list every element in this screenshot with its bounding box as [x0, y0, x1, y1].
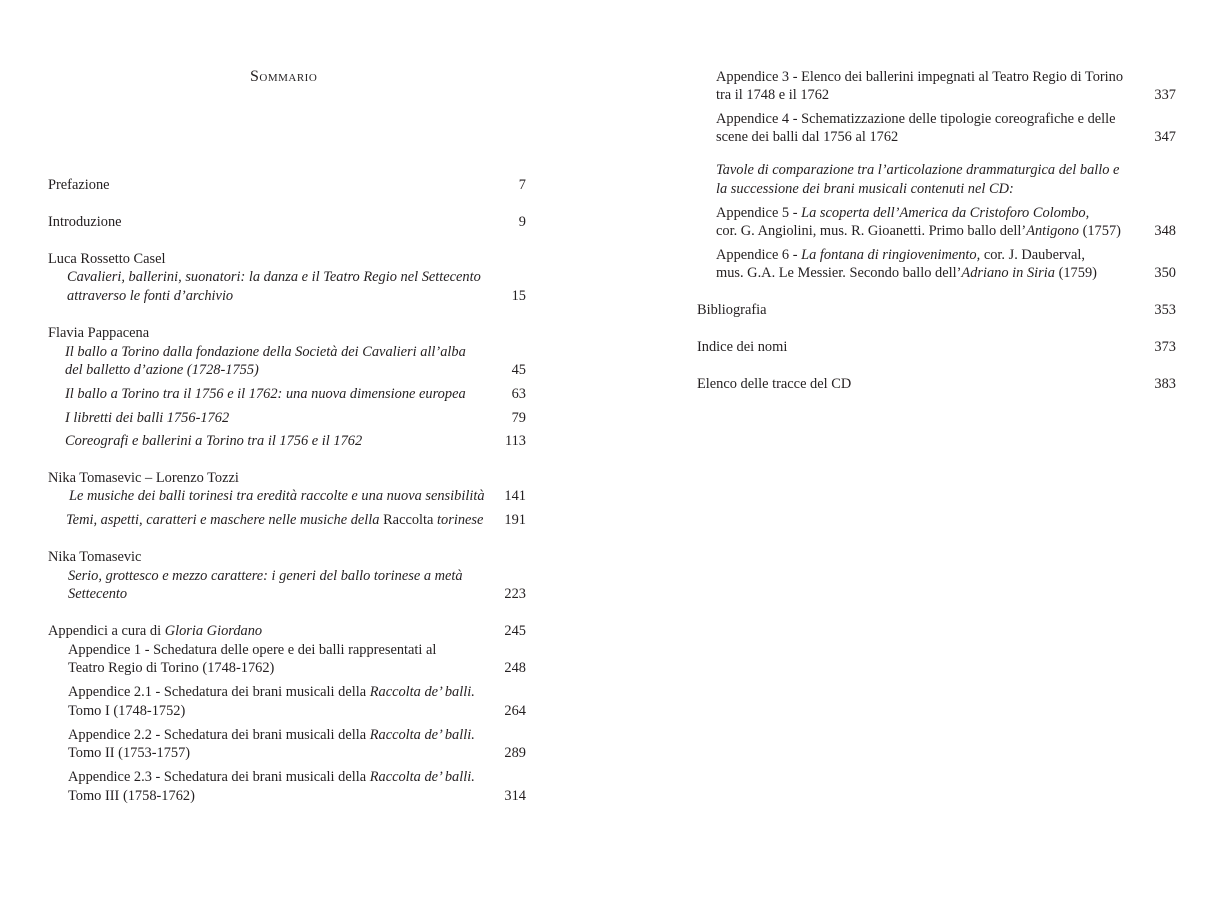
appendix-title-cont: Teatro Regio di Torino (1748-1762)	[68, 660, 275, 676]
subheading-cont: la successione dei brani musicali contenuti nel CD:	[716, 181, 1014, 197]
page-number: 141	[504, 488, 526, 504]
page-number: 79	[511, 410, 526, 426]
appendix-title-cont: Tomo III (1758-1762)	[68, 788, 195, 804]
appendix-title	[716, 204, 1089, 223]
essay-title: Le musiche dei balli torinesi tra eredità raccolte e una nuova sensibilità	[69, 488, 485, 504]
appendix-title	[68, 683, 475, 702]
page-number: 347	[1154, 129, 1176, 145]
essay-title-cont: attraverso le fonti d’archivio	[67, 288, 234, 304]
appendix-title: Appendice 1 - Schedatura delle opere e dei balli rappresentati al	[68, 642, 437, 658]
page-number: 7	[518, 177, 526, 193]
page-number: 289	[504, 745, 526, 761]
essay-title: I libretti dei balli 1756-1762	[65, 410, 230, 426]
author-name: Luca Rossetto Casel	[48, 251, 166, 267]
appendix-title	[68, 726, 475, 745]
appendix-title	[68, 768, 475, 787]
author-name: Flavia Pappacena	[48, 325, 150, 341]
page-number: 353	[1154, 302, 1176, 318]
page-number: 348	[1154, 223, 1176, 239]
appendix-title-cont: Tomo I (1748-1752)	[68, 703, 186, 719]
page-number: 373	[1154, 339, 1176, 355]
essay-title-cont: del balletto d’azione (1728-1755)	[65, 362, 259, 378]
toc-label: Bibliografia	[697, 302, 767, 318]
appendix-text: mus. G.A. Le Messier. Secondo ballo dell’	[716, 265, 962, 281]
page-number: 314	[504, 788, 526, 804]
toc-label: Elenco delle tracce del CD	[697, 376, 852, 392]
page-number: 264	[504, 703, 526, 719]
appendix-text: cor. G. Angiolini, mus. R. Gioanetti. Primo ballo dell’	[716, 223, 1027, 239]
essay-title: Il ballo a Torino tra il 1756 e il 1762: una nuova dimensione europea	[65, 386, 466, 402]
subheading: Tavole di comparazione tra l’articolazione drammaturgica del ballo e	[716, 162, 1120, 178]
toc-label: Indice dei nomi	[697, 339, 788, 355]
appendici-heading	[48, 622, 262, 641]
appendix-text: Appendice 5 -	[716, 205, 798, 221]
appendix-title-cont: Tomo II (1753-1757)	[68, 745, 191, 761]
appendix-work-title: La scoperta dell’America da Cristoforo Colombo,	[801, 205, 1090, 221]
essay-title	[66, 511, 483, 530]
appendix-work-title: La fontana di ringiovenimento,	[801, 247, 981, 263]
appendix-work-title: Adriano in Siria	[961, 265, 1055, 281]
appendix-work-title: Antigono	[1026, 223, 1079, 239]
appendix-text: (1757)	[1082, 223, 1121, 239]
appendix-text: Appendice 2.2 - Schedatura dei brani musicali della	[68, 727, 367, 743]
appendix-work-title: Raccolta de’ balli.	[369, 684, 475, 700]
appendix-text: (1759)	[1058, 265, 1097, 281]
essay-title: Coreografi e ballerini a Torino tra il 1756 e il 1762	[65, 433, 363, 449]
appendix-text: Appendice 6 -	[716, 247, 798, 263]
author-name: Nika Tomasevic	[48, 549, 142, 565]
page-number: 191	[504, 512, 526, 528]
appendix-text: cor. J. Dauberval,	[983, 247, 1085, 263]
toc-label: Prefazione	[48, 177, 110, 193]
page-number: 383	[1154, 376, 1176, 392]
appendix-title: Appendice 3 - Elenco dei ballerini impegnati al Teatro Regio di Torino	[716, 69, 1124, 85]
essay-title-text: torinese	[437, 512, 484, 528]
essay-title: Serio, grottesco e mezzo carattere: i generi del ballo torinese a metà	[68, 568, 463, 584]
page-number: 248	[504, 660, 526, 676]
appendici-label: Appendici a cura di	[48, 623, 162, 639]
appendix-text: Appendice 2.1 - Schedatura dei brani musicali della	[68, 684, 367, 700]
appendix-title-cont: scene dei balli dal 1756 al 1762	[716, 129, 899, 145]
appendix-title-cont	[716, 264, 1097, 283]
page-number: 337	[1154, 87, 1176, 103]
appendix-work-title: Raccolta de’ balli.	[369, 727, 475, 743]
page-number: 15	[511, 288, 526, 304]
appendici-editor: Gloria Giordano	[164, 623, 263, 639]
left-page	[0, 0, 600, 901]
page-number: 350	[1154, 265, 1176, 281]
appendix-title-cont	[716, 222, 1121, 241]
appendix-title: Appendice 4 - Schematizzazione delle tipologie coreografiche e delle	[716, 111, 1116, 127]
appendix-title-cont: tra il 1748 e il 1762	[716, 87, 830, 103]
appendix-work-title: Raccolta de’ balli.	[369, 769, 475, 785]
page-title: Sommario	[250, 68, 318, 85]
page-number: 113	[504, 433, 526, 449]
essay-title-roman: Raccolta	[383, 512, 434, 528]
essay-title-text: Temi, aspetti, caratteri e maschere nelle musiche della	[66, 512, 380, 528]
page-number: 63	[511, 386, 526, 402]
essay-title-cont: Settecento	[68, 586, 128, 602]
essay-title: Cavalieri, ballerini, suonatori: la danza e il Teatro Regio nel Settecento	[67, 269, 481, 285]
toc-label: Introduzione	[48, 214, 122, 230]
appendix-title	[716, 246, 1085, 265]
page-number: 45	[511, 362, 526, 378]
right-page	[600, 0, 1214, 901]
page-number: 223	[504, 586, 526, 602]
page-number: 245	[504, 623, 526, 639]
appendix-text: Appendice 2.3 - Schedatura dei brani musicali della	[68, 769, 367, 785]
essay-title: Il ballo a Torino dalla fondazione della Società dei Cavalieri all’alba	[65, 344, 466, 360]
author-name: Nika Tomasevic – Lorenzo Tozzi	[48, 470, 239, 486]
page-number: 9	[518, 214, 526, 230]
